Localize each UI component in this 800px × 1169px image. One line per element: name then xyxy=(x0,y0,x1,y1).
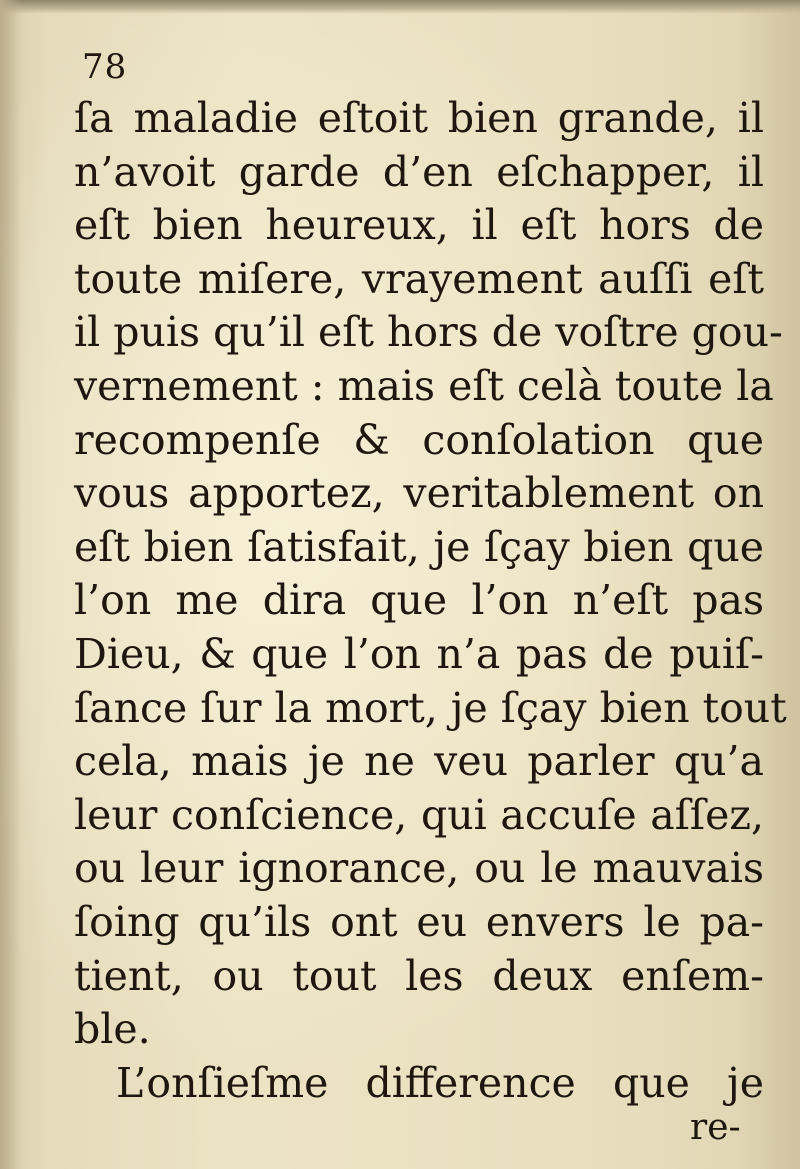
text-line: recompenſe & conſolation que xyxy=(74,415,764,464)
text-line: Dieu, & que l’on n’a pas de puiſ- xyxy=(74,629,764,678)
text-line: ſa maladie eſtoit bien grande, il xyxy=(74,94,764,142)
text-line: il puis qu’il eſt hors de voſtre gou- xyxy=(74,308,783,357)
text-line: tient, ou tout les deux enſem- xyxy=(74,951,764,1000)
text-line: leur conſcience, qui accuſe aſſez, xyxy=(74,790,764,839)
text-line: n’avoit garde d’en eſchapper, il xyxy=(74,147,764,196)
text-line: vous apportez, veritablement on xyxy=(74,469,764,518)
catchword: re- xyxy=(690,1107,741,1148)
text-line: ſance ſur la mort, je ſçay bien tout xyxy=(74,683,787,732)
text-line: vernement : mais eſt celà toute la xyxy=(74,361,774,410)
text-line: ble. xyxy=(74,1005,151,1054)
text-line: toute miſere, vrayement auſſi eſt xyxy=(74,254,764,303)
text-line: eſt bien heureux, il eſt hors de xyxy=(74,201,764,250)
page-top-edge xyxy=(0,0,800,14)
text-line: cela, mais je ne veu parler qu’a xyxy=(74,737,764,786)
text-line: ſoing qu’ils ont eu envers le pa- xyxy=(74,897,764,946)
text-line: eſt bien ſatisfait, je ſçay bien que xyxy=(74,522,764,571)
body-text xyxy=(74,92,787,1110)
paragraph-start-line: L’onſieſme difference que je xyxy=(116,1058,764,1107)
page-number: 78 xyxy=(82,47,128,87)
text-line: l’on me dira que l’on n’eſt pas xyxy=(74,576,764,625)
text-line: ou leur ignorance, ou le mauvais xyxy=(74,844,764,893)
page-gutter-shadow xyxy=(0,0,22,1169)
